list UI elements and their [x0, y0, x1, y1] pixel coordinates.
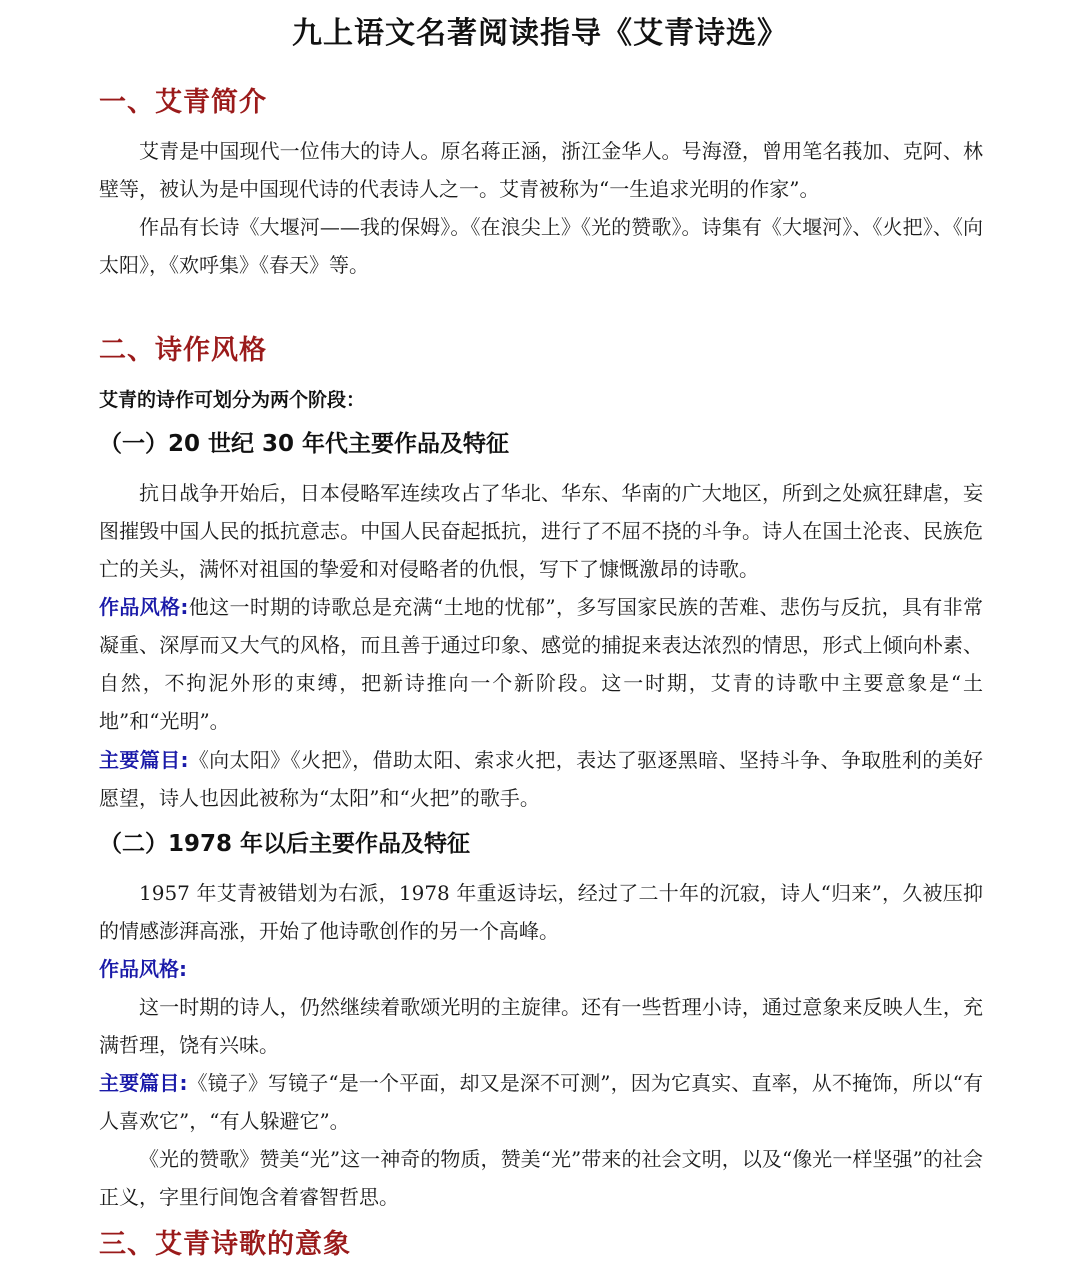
stages-lead-text: 艾青的诗作可划分为两个阶段： [99, 389, 366, 411]
1978-style-paragraph: 这一时期的诗人，仍然继续着歌颂光明的主旋律。还有一些哲理小诗，通过意象来反映人生，充满哲理，饶有兴味。 [99, 995, 983, 1057]
1930s-works-paragraph [99, 741, 983, 817]
1930s-style-paragraph [99, 588, 983, 740]
section-heading-imagery: 三、艾青诗歌的意象 [99, 1229, 351, 1260]
1930s-style-text: 他这一时期的诗歌总是充满“土地的忧郁”，多写国家民族的苦难、悲伤与反抗，具有非常凝重、深厚而又大气的风格，而且善于通过印象、感觉的捕捉来表达浓烈的情思，形式上倾向朴素、自然，不拘泥外形的束缚，把新诗推向一个新阶段。这一时期，艾青的诗歌中主要意象是“土地”和“光明”。 [99, 595, 984, 733]
section-heading-style: 二、诗作风格 [99, 335, 267, 366]
style-label: 作品风格: [99, 957, 187, 981]
intro-paragraph-1: 艾青是中国现代一位伟大的诗人。原名蒋正涵，浙江金华人。号海澄，曾用笔名莪加、克阿、林壁等，被认为是中国现代诗的代表诗人之一。艾青被称为“一生追求光明的作家”。 [99, 139, 983, 201]
1930s-works-text: 《向太阳》《火把》，借助太阳、索求火把，表达了驱逐黑暗、坚持斗争、争取胜利的美好愿望，诗人也因此被称为“太阳”和“火把”的歌手。 [99, 748, 983, 810]
subsection-heading-1930s: （一）20 世纪 30 年代主要作品及特征 [99, 431, 510, 457]
1930s-background-paragraph: 抗日战争开始后，日本侵略军连续攻占了华北、华东、华南的广大地区，所到之处疯狂肆虐，妄图摧毁中国人民的抵抗意志。中国人民奋起抵抗，进行了不屈不挠的斗争。诗人在国土沦丧、民族危亡的关头，满怀对祖国的挚爱和对侵略者的仇恨，写下了慷慨激昂的诗歌。 [99, 481, 983, 581]
works-label: 主要篇目: [99, 748, 189, 772]
1978-works-paragraph [99, 1064, 983, 1140]
1978-background-paragraph: 1957 年艾青被错划为右派，1978 年重返诗坛，经过了二十年的沉寂，诗人“归来”，久被压抑的情感澎湃高涨，开始了他诗歌创作的另一个高峰。 [99, 881, 983, 943]
style-label: 作品风格: [99, 595, 189, 619]
subsection-heading-1978: （二）1978 年以后主要作品及特征 [99, 831, 471, 857]
1978-last-paragraph: 《光的赞歌》赞美“光”这一神奇的物质，赞美“光”带来的社会文明，以及“像光一样坚强”的社会正义，字里行间饱含着睿智哲思。 [99, 1147, 983, 1209]
1978-works-text: 《镜子》写镜子“是一个平面，却又是深不可测”，因为它真实、直率，从不掩饰，所以“有人喜欢它”，“有人躲避它”。 [99, 1071, 983, 1133]
works-label: 主要篇目: [99, 1071, 188, 1095]
page-title: 九上语文名著阅读指导《艾青诗选》 [292, 16, 788, 51]
section-heading-introduction: 一、艾青简介 [99, 87, 267, 118]
intro-paragraph-2: 作品有长诗《大堰河——我的保姆》。《在浪尖上》《光的赞歌》。诗集有《大堰河》、《火把》、《向太阳》，《欢呼集》《春天》等。 [99, 215, 983, 277]
